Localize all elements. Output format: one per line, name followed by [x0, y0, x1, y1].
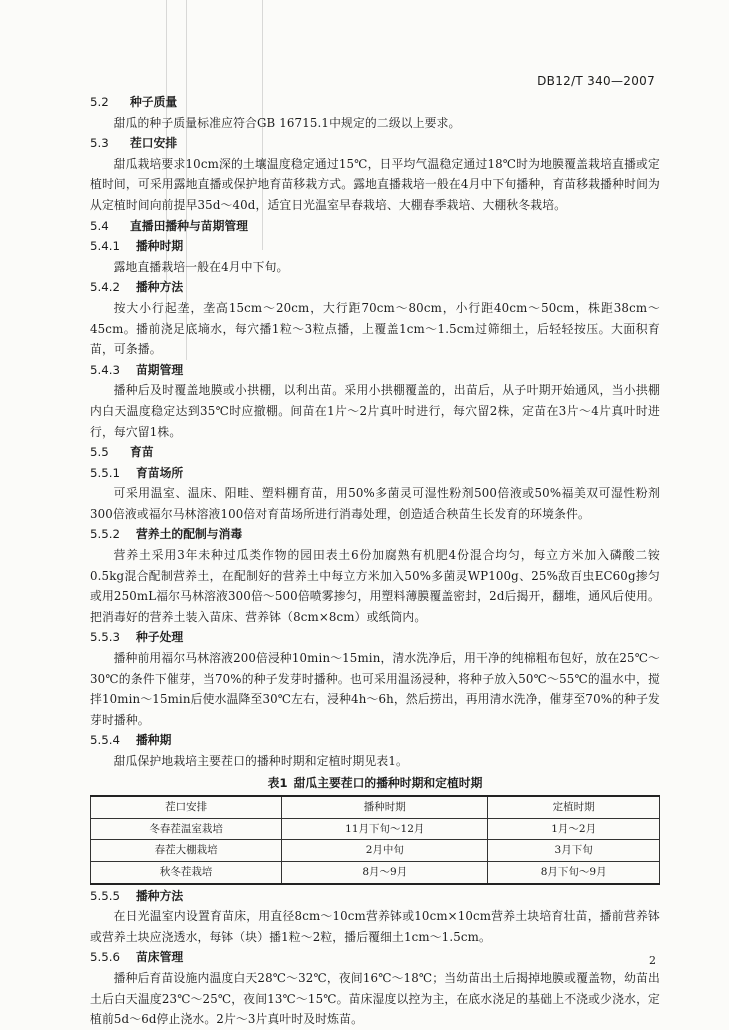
section-title: 苗期管理 [136, 362, 184, 377]
section-title: 种子处理 [136, 630, 184, 645]
section-heading-5-2 [90, 92, 660, 113]
paragraph: 营养土采用3年未种过瓜类作物的园田表土6份加腐熟有机肥4份混合均匀，每立方米加入磷酸二铵0.5kg混合配制营养土，在配制好的营养土中每立方米加入50%多菌灵WP100g、25%敌百虫EC60g掺匀或用250mL福尔马林溶液300倍～500倍喷雾掺匀，用塑料薄膜覆盖密封，2d后揭开，翻堆，通风后使用。把消毒好的营养土装入苗床、营养钵（8cm×8cm）或纸筒内。 [90, 548, 660, 624]
section-number: 5.4.2 [90, 280, 121, 295]
section-heading-5-5-6 [90, 947, 660, 968]
section-title: 茬口安排 [130, 136, 178, 151]
paragraph: 甜瓜栽培要求10cm深的土壤温度稳定通过15℃，日平均气温稳定通过18℃时为地膜覆盖栽培直播或定植时间，可采用露地直播或保护地育苗移栽方式。露地直播栽培一般在4月中下旬播种，育苗移栽播种时间为从定植时间向前提早35d～40d，适宜日光温室早春栽培、大棚春季栽培、大棚秋冬栽培。 [90, 156, 660, 212]
table-cell: 春茬大棚栽培 [91, 840, 282, 862]
section-number: 5.3 [90, 136, 109, 151]
section-heading-5-5-5 [90, 886, 660, 907]
section-number: 5.5.3 [90, 630, 121, 645]
table-cell: 8月～9月 [282, 861, 488, 883]
paragraph: 露地直播栽培一般在4月中下旬。 [113, 259, 289, 274]
section-number: 5.5.2 [90, 527, 121, 542]
section-heading-5-4-3 [90, 360, 660, 381]
paragraph: 在日光温室内设置育苗床，用直径8cm～10cm营养钵或10cm×10cm营养土块培育壮苗，播前营养钵或营养土块应浇透水，每钵（块）播1粒～2粒，播后覆细土1cm～1.5cm。 [90, 909, 660, 944]
section-title: 播种方法 [136, 280, 184, 295]
section-title: 播种时期 [136, 239, 184, 254]
table-header-row [91, 796, 660, 818]
table-title: 甜瓜主要茬口的播种时期和定植时期 [293, 775, 483, 790]
section-title: 种子质量 [130, 95, 178, 109]
section-title: 营养土的配制与消毒 [136, 527, 243, 542]
section-heading-5-5-4 [90, 730, 660, 751]
page-number: 2 [649, 954, 656, 967]
section-number: 5.5.6 [90, 950, 121, 965]
section-heading-5-4-2 [90, 277, 660, 298]
sowing-schedule-table [90, 795, 660, 884]
section-number: 5.4.3 [90, 362, 121, 377]
paragraph: 可采用温室、温床、阳畦、塑料棚育苗，用50%多菌灵可湿性粉剂500倍液或50%福美双可湿性粉剂300倍液或福尔马林溶液100倍对育苗场所进行消毒处理，创造适合秧苗生长发育的环境条件。 [90, 486, 660, 521]
section-title: 育苗场所 [136, 465, 184, 480]
section-heading-5-5 [90, 442, 660, 463]
table-cell: 1月～2月 [488, 818, 660, 840]
table-label: 表1 [267, 775, 288, 790]
table-header-cell: 茬口安排 [91, 796, 282, 818]
table-caption [90, 773, 660, 794]
section-number: 5.5.4 [90, 733, 121, 748]
section-heading-5-5-2 [90, 524, 660, 545]
section-number: 5.2 [90, 95, 109, 109]
section-number: 5.4 [90, 218, 109, 233]
paragraph: 按大小行起垄，垄高15cm～20cm，大行距70cm～80cm，小行距40cm～50cm，株距38cm～45cm。播前浇足底墒水，每穴播1粒～3粒点播，上覆盖1cm～1.5cm过筛细土，后轻轻按压。大面积育苗，可条播。 [90, 300, 660, 357]
table-cell: 冬春茬温室栽培 [91, 818, 282, 840]
section-number: 5.5 [90, 445, 109, 460]
paragraph: 甜瓜的种子质量标准应符合GB 16715.1中规定的二级以上要求。 [113, 115, 461, 130]
table-header-cell: 播种时期 [282, 796, 488, 818]
paragraph: 播种后育苗设施内温度白天28℃～32℃，夜间16℃～18℃；当幼苗出土后揭掉地膜或覆盖物，幼苗出土后白天温度23℃～25℃，夜间13℃～15℃。苗床湿度以控为主，在底水浇足的基础上不浇或少浇水，定植前5d～6d停止浇水。2片～3片真叶时及时炼苗。 [90, 970, 660, 1027]
paragraph: 播种后及时覆盖地膜或小拱棚，以利出苗。采用小拱棚覆盖的，出苗后，从子叶期开始通风，当小拱棚内白天温度稳定达到35℃时应撤棚。间苗在1片～2片真叶时进行，每穴留2株，定苗在3片～4片真叶时进行，每穴留1株。 [90, 383, 660, 439]
section-heading-5-4-1 [90, 236, 660, 257]
section-title: 育苗 [130, 445, 154, 460]
table-row [91, 861, 660, 883]
section-heading-5-3 [90, 133, 660, 154]
section-heading-5-4 [90, 216, 660, 237]
section-title: 直播田播种与苗期管理 [130, 218, 248, 233]
section-number: 5.5.1 [90, 465, 121, 480]
table-header-cell: 定植时期 [488, 796, 660, 818]
paragraph: 甜瓜保护地栽培主要茬口的播种时期和定植时期见表1。 [113, 754, 408, 768]
table-cell: 2月中旬 [282, 840, 488, 862]
section-number: 5.4.1 [90, 239, 121, 254]
table-row [91, 840, 660, 862]
section-title: 播种期 [136, 733, 172, 748]
paragraph: 播种前用福尔马林溶液200倍浸种10min～15min，清水洗净后，用干净的纯棉粗布包好，放在25℃～30℃的条件下催芽，当70%的种子发芽时播种。也可采用温汤浸种，将种子放入50℃～55℃的温水中，搅拌10min～15min后使水温降至30℃左右，浸种4h～6h，然后捞出，再用清水洗净，催芽至70%的种子发芽时播种。 [90, 651, 660, 727]
section-number: 5.5.5 [90, 888, 121, 903]
section-title: 苗床管理 [136, 950, 184, 965]
table-row [91, 818, 660, 840]
table-cell: 11月下旬～12月 [282, 818, 488, 840]
document-body [90, 92, 660, 1030]
section-heading-5-5-3 [90, 627, 660, 648]
table-cell: 秋冬茬栽培 [91, 861, 282, 883]
section-title: 播种方法 [136, 888, 184, 903]
section-heading-5-5-1 [90, 463, 660, 484]
table-cell: 3月下旬 [488, 840, 660, 862]
document-code: DB12/T 340—2007 [537, 74, 655, 88]
table-cell: 8月下旬～9月 [488, 861, 660, 883]
